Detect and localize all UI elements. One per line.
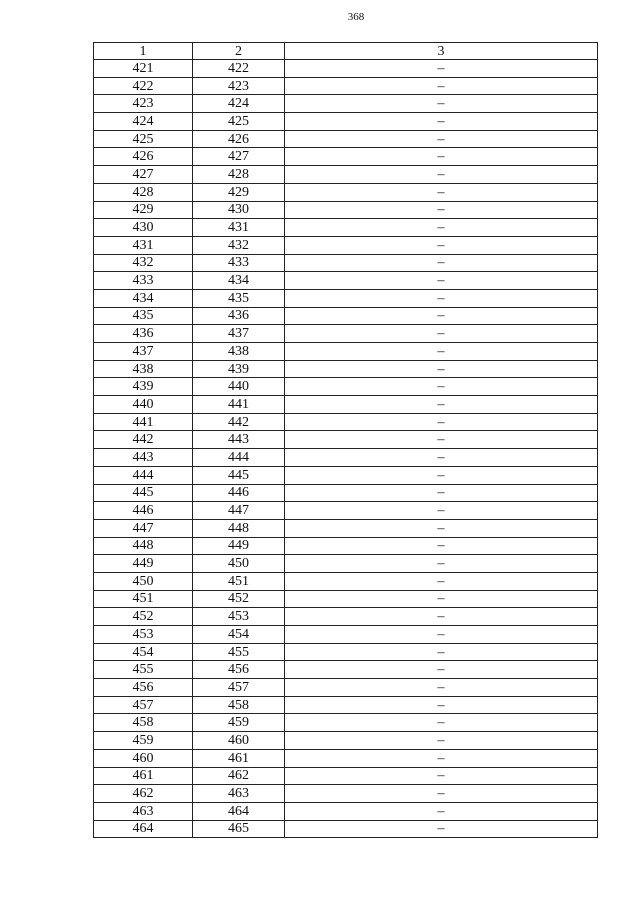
table-cell-col-3: – <box>285 343 598 361</box>
table-cell-col-1: 464 <box>94 820 193 838</box>
table-cell-col-2: 448 <box>193 519 285 537</box>
table-row <box>94 413 598 431</box>
table-row <box>94 572 598 590</box>
table-row <box>94 679 598 697</box>
table-cell-col-2: 460 <box>193 732 285 750</box>
table-cell-col-3: – <box>285 679 598 697</box>
column-header-3: 3 <box>285 43 598 60</box>
table-cell-col-3: – <box>285 201 598 219</box>
table-cell-col-1: 422 <box>94 77 193 95</box>
table-cell-col-1: 441 <box>94 413 193 431</box>
table-cell-col-1: 421 <box>94 60 193 78</box>
table-row <box>94 130 598 148</box>
table-row <box>94 732 598 750</box>
table-cell-col-3: – <box>285 626 598 644</box>
table-cell-col-2: 425 <box>193 113 285 131</box>
table-cell-col-3: – <box>285 802 598 820</box>
table-cell-col-3: – <box>285 519 598 537</box>
table-row <box>94 608 598 626</box>
table-cell-col-2: 436 <box>193 307 285 325</box>
table-cell-col-2: 422 <box>193 60 285 78</box>
table-cell-col-2: 428 <box>193 166 285 184</box>
table-cell-col-2: 462 <box>193 767 285 785</box>
table-row <box>94 802 598 820</box>
table-cell-col-3: – <box>285 413 598 431</box>
header-row <box>94 43 598 60</box>
table-cell-col-3: – <box>285 148 598 166</box>
table-cell-col-3: – <box>285 661 598 679</box>
table-row <box>94 254 598 272</box>
table-row <box>94 519 598 537</box>
table-cell-col-2: 443 <box>193 431 285 449</box>
table-row <box>94 289 598 307</box>
table-body <box>94 60 598 838</box>
table-cell-col-1: 443 <box>94 449 193 467</box>
table-header <box>94 43 598 60</box>
table-cell-col-1: 436 <box>94 325 193 343</box>
table-cell-col-3: – <box>285 60 598 78</box>
table-cell-col-3: – <box>285 360 598 378</box>
table-row <box>94 201 598 219</box>
table-cell-col-2: 439 <box>193 360 285 378</box>
table-cell-col-3: – <box>285 502 598 520</box>
table-cell-col-1: 425 <box>94 130 193 148</box>
table-cell-col-1: 438 <box>94 360 193 378</box>
table-cell-col-1: 439 <box>94 378 193 396</box>
table-row <box>94 626 598 644</box>
table-row <box>94 590 598 608</box>
table-cell-col-3: – <box>285 95 598 113</box>
table-cell-col-1: 454 <box>94 643 193 661</box>
data-table <box>93 42 598 838</box>
table-cell-col-1: 432 <box>94 254 193 272</box>
table-row <box>94 60 598 78</box>
table-cell-col-1: 457 <box>94 696 193 714</box>
table-row <box>94 643 598 661</box>
table-cell-col-2: 461 <box>193 749 285 767</box>
table-cell-col-3: – <box>285 431 598 449</box>
table-cell-col-1: 444 <box>94 466 193 484</box>
table-cell-col-3: – <box>285 77 598 95</box>
table-cell-col-2: 459 <box>193 714 285 732</box>
table-row <box>94 431 598 449</box>
table-cell-col-1: 430 <box>94 219 193 237</box>
table-row <box>94 166 598 184</box>
table-cell-col-2: 433 <box>193 254 285 272</box>
table-row <box>94 148 598 166</box>
table-cell-col-1: 434 <box>94 289 193 307</box>
table-cell-col-2: 465 <box>193 820 285 838</box>
table-cell-col-1: 440 <box>94 396 193 414</box>
table-row <box>94 449 598 467</box>
table-cell-col-3: – <box>285 767 598 785</box>
table-cell-col-1: 426 <box>94 148 193 166</box>
table-cell-col-3: – <box>285 166 598 184</box>
table-cell-col-1: 424 <box>94 113 193 131</box>
table-cell-col-3: – <box>285 537 598 555</box>
table-cell-col-2: 447 <box>193 502 285 520</box>
table-cell-col-1: 456 <box>94 679 193 697</box>
table-row <box>94 95 598 113</box>
table-row <box>94 343 598 361</box>
table-row <box>94 219 598 237</box>
table-cell-col-2: 424 <box>193 95 285 113</box>
table-cell-col-1: 463 <box>94 802 193 820</box>
table-cell-col-3: – <box>285 289 598 307</box>
table-cell-col-2: 430 <box>193 201 285 219</box>
table-cell-col-3: – <box>285 732 598 750</box>
table-row <box>94 555 598 573</box>
table-cell-col-1: 453 <box>94 626 193 644</box>
table-cell-col-3: – <box>285 466 598 484</box>
table-cell-col-2: 445 <box>193 466 285 484</box>
table-row <box>94 749 598 767</box>
table-cell-col-3: – <box>285 696 598 714</box>
table-row <box>94 696 598 714</box>
table-row <box>94 767 598 785</box>
table-cell-col-1: 462 <box>94 785 193 803</box>
table-cell-col-1: 455 <box>94 661 193 679</box>
table-cell-col-2: 454 <box>193 626 285 644</box>
table-row <box>94 714 598 732</box>
table-cell-col-2: 429 <box>193 183 285 201</box>
table-cell-col-2: 441 <box>193 396 285 414</box>
table-cell-col-3: – <box>285 820 598 838</box>
table-cell-col-3: – <box>285 378 598 396</box>
table-row <box>94 396 598 414</box>
table-cell-col-1: 442 <box>94 431 193 449</box>
table-row <box>94 113 598 131</box>
table-cell-col-2: 444 <box>193 449 285 467</box>
table-cell-col-1: 459 <box>94 732 193 750</box>
table-cell-col-2: 426 <box>193 130 285 148</box>
table-cell-col-1: 429 <box>94 201 193 219</box>
table-cell-col-1: 427 <box>94 166 193 184</box>
table-cell-col-3: – <box>285 254 598 272</box>
table-row <box>94 785 598 803</box>
table-cell-col-3: – <box>285 555 598 573</box>
table-cell-col-2: 423 <box>193 77 285 95</box>
table-row <box>94 325 598 343</box>
table-cell-col-2: 446 <box>193 484 285 502</box>
table-cell-col-2: 457 <box>193 679 285 697</box>
table-row <box>94 502 598 520</box>
table-row <box>94 307 598 325</box>
table-cell-col-1: 433 <box>94 272 193 290</box>
table-cell-col-3: – <box>285 325 598 343</box>
table-cell-col-2: 458 <box>193 696 285 714</box>
table-cell-col-2: 464 <box>193 802 285 820</box>
table-cell-col-2: 463 <box>193 785 285 803</box>
table-cell-col-2: 432 <box>193 236 285 254</box>
table-cell-col-1: 450 <box>94 572 193 590</box>
table-cell-col-1: 435 <box>94 307 193 325</box>
table-row <box>94 236 598 254</box>
table-cell-col-2: 442 <box>193 413 285 431</box>
table-cell-col-3: – <box>285 572 598 590</box>
table-cell-col-2: 440 <box>193 378 285 396</box>
table-cell-col-2: 438 <box>193 343 285 361</box>
table-cell-col-3: – <box>285 396 598 414</box>
table-cell-col-1: 446 <box>94 502 193 520</box>
table-row <box>94 820 598 838</box>
table-cell-col-3: – <box>285 714 598 732</box>
table-cell-col-2: 456 <box>193 661 285 679</box>
table-row <box>94 466 598 484</box>
table-cell-col-3: – <box>285 113 598 131</box>
table-cell-col-1: 460 <box>94 749 193 767</box>
table-row <box>94 360 598 378</box>
column-header-1: 1 <box>94 43 193 60</box>
table-cell-col-1: 431 <box>94 236 193 254</box>
table-cell-col-1: 447 <box>94 519 193 537</box>
table-cell-col-3: – <box>285 749 598 767</box>
table-row <box>94 183 598 201</box>
table-cell-col-3: – <box>285 484 598 502</box>
table-cell-col-2: 453 <box>193 608 285 626</box>
table-row <box>94 378 598 396</box>
table-cell-col-3: – <box>285 643 598 661</box>
table-cell-col-2: 455 <box>193 643 285 661</box>
table-cell-col-1: 423 <box>94 95 193 113</box>
table-cell-col-1: 461 <box>94 767 193 785</box>
column-header-2: 2 <box>193 43 285 60</box>
table-cell-col-1: 448 <box>94 537 193 555</box>
table-cell-col-2: 449 <box>193 537 285 555</box>
table-cell-col-2: 431 <box>193 219 285 237</box>
table-cell-col-2: 434 <box>193 272 285 290</box>
page-number: 368 <box>347 11 365 23</box>
table-cell-col-2: 452 <box>193 590 285 608</box>
table-cell-col-3: – <box>285 608 598 626</box>
table-cell-col-3: – <box>285 307 598 325</box>
table-cell-col-1: 458 <box>94 714 193 732</box>
table-cell-col-2: 450 <box>193 555 285 573</box>
table-cell-col-1: 428 <box>94 183 193 201</box>
table-row <box>94 537 598 555</box>
table-row <box>94 77 598 95</box>
table-cell-col-2: 435 <box>193 289 285 307</box>
table-cell-col-1: 449 <box>94 555 193 573</box>
table-row <box>94 661 598 679</box>
table-cell-col-1: 437 <box>94 343 193 361</box>
table-cell-col-2: 437 <box>193 325 285 343</box>
table-cell-col-1: 445 <box>94 484 193 502</box>
table-row <box>94 484 598 502</box>
table-cell-col-1: 451 <box>94 590 193 608</box>
table-cell-col-2: 427 <box>193 148 285 166</box>
table-cell-col-2: 451 <box>193 572 285 590</box>
table-cell-col-3: – <box>285 272 598 290</box>
table-cell-col-3: – <box>285 449 598 467</box>
table-cell-col-1: 452 <box>94 608 193 626</box>
table-cell-col-3: – <box>285 183 598 201</box>
table-cell-col-3: – <box>285 130 598 148</box>
table-cell-col-3: – <box>285 219 598 237</box>
table-row <box>94 272 598 290</box>
table-cell-col-3: – <box>285 590 598 608</box>
table-cell-col-3: – <box>285 785 598 803</box>
table-cell-col-3: – <box>285 236 598 254</box>
